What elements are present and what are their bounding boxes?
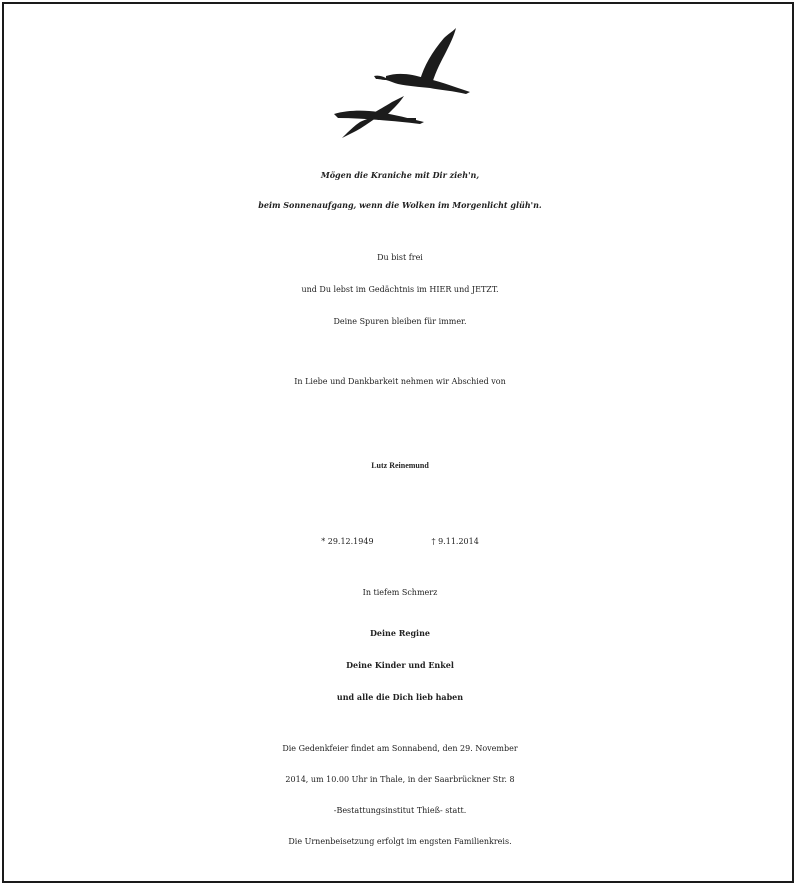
death-date: † 9.11.2014 [431,537,479,546]
poem-line-1: Mögen die Kraniche mit Dir zieh'n, [320,170,480,180]
upper-crane-head [374,76,386,80]
verse-line-2: und Du lebst im Gedächtnis im HIER und JETZT. [301,285,499,294]
poem-line-2: beim Sonnenaufgang, wenn die Wolken im Morgenlicht glüh'n. [258,200,542,210]
family-line-2: Deine Kinder und Enkel [346,660,454,670]
verse-line-3: Deine Spuren bleiben für immer. [333,317,467,326]
life-dates [0,526,800,558]
family-line-1: Deine Regine [369,628,431,638]
lower-crane-wing-tip [342,116,376,138]
notice-line-1: Die Gedenkfeier findet am Sonnabend, den 29. November [282,744,518,753]
birth-date: * 29.12.1949 [321,537,374,546]
notice-line-4: Die Urnenbeisetzung erfolgt im engsten Familienkreis. [288,837,512,846]
upper-crane-wing [420,28,456,84]
notice-line-2: 2014, um 10.00 Uhr in Thale, in der Saarbrückner Str. 8 [285,775,515,784]
flying-cranes-illustration [320,22,480,142]
farewell-line: In Liebe und Dankbarkeit nehmen wir Abschied von [294,377,506,386]
deceased-name: Lutz Reinemund [371,461,429,470]
notice-line-3: -Bestattungsinstitut Thieß- statt. [333,806,467,815]
family-line-3: und alle die Dich lieb haben [336,692,464,702]
lower-crane-legs [390,118,416,120]
verse-line-1: Du bist frei [377,253,423,262]
mourning-line: In tiefem Schmerz [362,588,438,597]
